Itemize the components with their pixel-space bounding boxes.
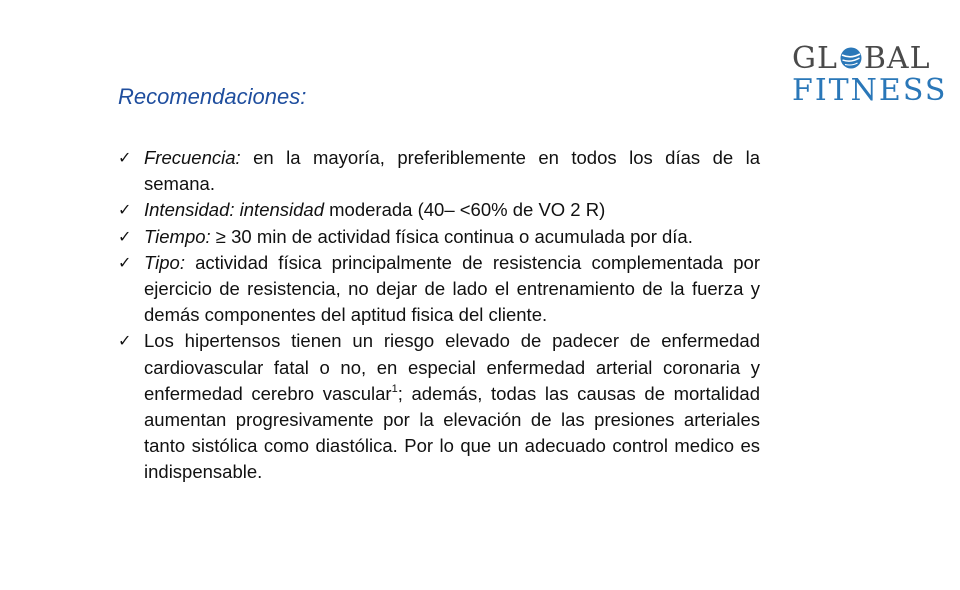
list-item-hipertensos — [118, 328, 760, 485]
page-heading: Recomendaciones: — [118, 84, 307, 109]
item-label: Intensidad: intensidad — [144, 199, 324, 221]
item-text-after: ; además, todas las causas de mortalidad aumentan progresivamente por la elevación de las presiones arteriales tanto sistólica como diastólica. Por lo que un adecuado control medico es indispensable. — [144, 382, 760, 483]
list-item-tipo — [118, 250, 760, 329]
check-icon: ✓ — [118, 331, 132, 351]
recommendations-list — [118, 145, 760, 486]
check-icon: ✓ — [118, 226, 132, 246]
item-label: Tipo: — [144, 251, 185, 273]
globe-icon — [839, 46, 863, 70]
item-text: en la mayoría, preferiblemente en todos los días de la semana. — [144, 147, 760, 195]
item-label: Tiempo: — [144, 225, 211, 247]
list-item-frecuencia — [118, 145, 760, 197]
logo-line-1 — [792, 41, 931, 76]
logo-text-gl: GL — [792, 41, 838, 76]
global-fitness-logo — [792, 41, 948, 108]
item-text-before: Los hipertensos tienen un riesgo elevado de padecer de enfermedad cardiovascular fatal o no, en especial enfermedad arterial coronaria y enfermedad cerebro vascular — [144, 330, 760, 404]
item-text: ≥ 30 min de actividad física continua o acumulada por día. — [210, 225, 693, 247]
check-icon: ✓ — [118, 252, 132, 272]
list-item-tiempo — [118, 224, 760, 250]
item-label: Frecuencia: — [144, 147, 241, 168]
item-text: moderada (40– <60% de VO 2 R) — [324, 199, 606, 221]
footnote-reference: 1 — [391, 382, 398, 395]
check-icon: ✓ — [118, 148, 132, 167]
logo-text-bal: BAL — [863, 41, 931, 76]
item-text: actividad física principalmente de resistencia complementada por ejercicio de resistencia, no dejar de lado el entrenamiento de la fuerza y demás componentes del aptitud fisica del cliente. — [144, 251, 760, 326]
list-item-intensidad — [118, 197, 760, 223]
check-icon: ✓ — [118, 200, 132, 220]
logo-line-2: FITNESS — [792, 73, 948, 108]
